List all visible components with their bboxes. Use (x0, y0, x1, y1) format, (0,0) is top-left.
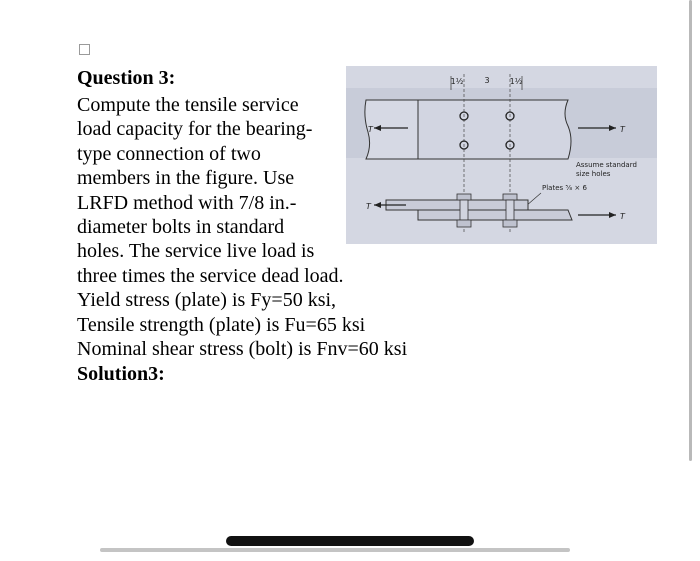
load-label: T (368, 125, 373, 134)
question-line: LRFD method with 7/8 in.- (77, 191, 297, 214)
bolt-head (503, 194, 517, 200)
dim-label-left: 1½ (450, 77, 464, 86)
question-line: Compute the tensile service (77, 94, 299, 116)
checkbox[interactable] (79, 44, 90, 55)
right-plate-plan (418, 100, 571, 159)
question-line: three times the service dead load. (77, 264, 344, 287)
question-line: holes. The service live load is (77, 240, 315, 263)
horizontal-scroll-track[interactable] (100, 548, 570, 552)
question-line: diameter bolts in standard (77, 215, 285, 238)
note-line-1: Assume standard (576, 161, 637, 169)
dim-label-right: 1½ (509, 77, 523, 86)
load-label: T (366, 202, 371, 211)
right-plate-elevation (418, 210, 572, 220)
bolted-connection-figure (346, 66, 657, 244)
load-label: T (620, 212, 625, 221)
plates-label: Plates ⅝ × 6 (542, 184, 587, 192)
bolt-nut (503, 220, 517, 227)
figure-drawing (346, 66, 657, 244)
question-title: Question 3: (77, 67, 176, 89)
arrowhead (609, 212, 616, 218)
bolt-shank (506, 200, 514, 220)
bolt-nut (457, 220, 471, 227)
note-line-2: size holes (576, 170, 611, 178)
dim-label-mid: 3 (484, 76, 490, 85)
question-line: Yield stress (plate) is Fy=50 ksi, (77, 289, 337, 312)
horizontal-scroll-thumb[interactable] (226, 536, 474, 546)
arrowhead (374, 202, 381, 208)
question-line: load capacity for the bearing- (77, 118, 313, 141)
question-line: Tensile strength (plate) is Fu=65 ksi (77, 313, 366, 336)
bolt-shank (460, 200, 468, 220)
question-line: Nominal shear stress (bolt) is Fnv=60 ksi (77, 337, 408, 360)
question-line: type connection of two (77, 142, 261, 165)
load-label: T (620, 125, 625, 134)
question-line: members in the figure. Use (77, 167, 295, 190)
solution-label: Solution3: (77, 363, 165, 385)
bolt-head (457, 194, 471, 200)
vertical-scrollbar[interactable] (689, 0, 692, 461)
